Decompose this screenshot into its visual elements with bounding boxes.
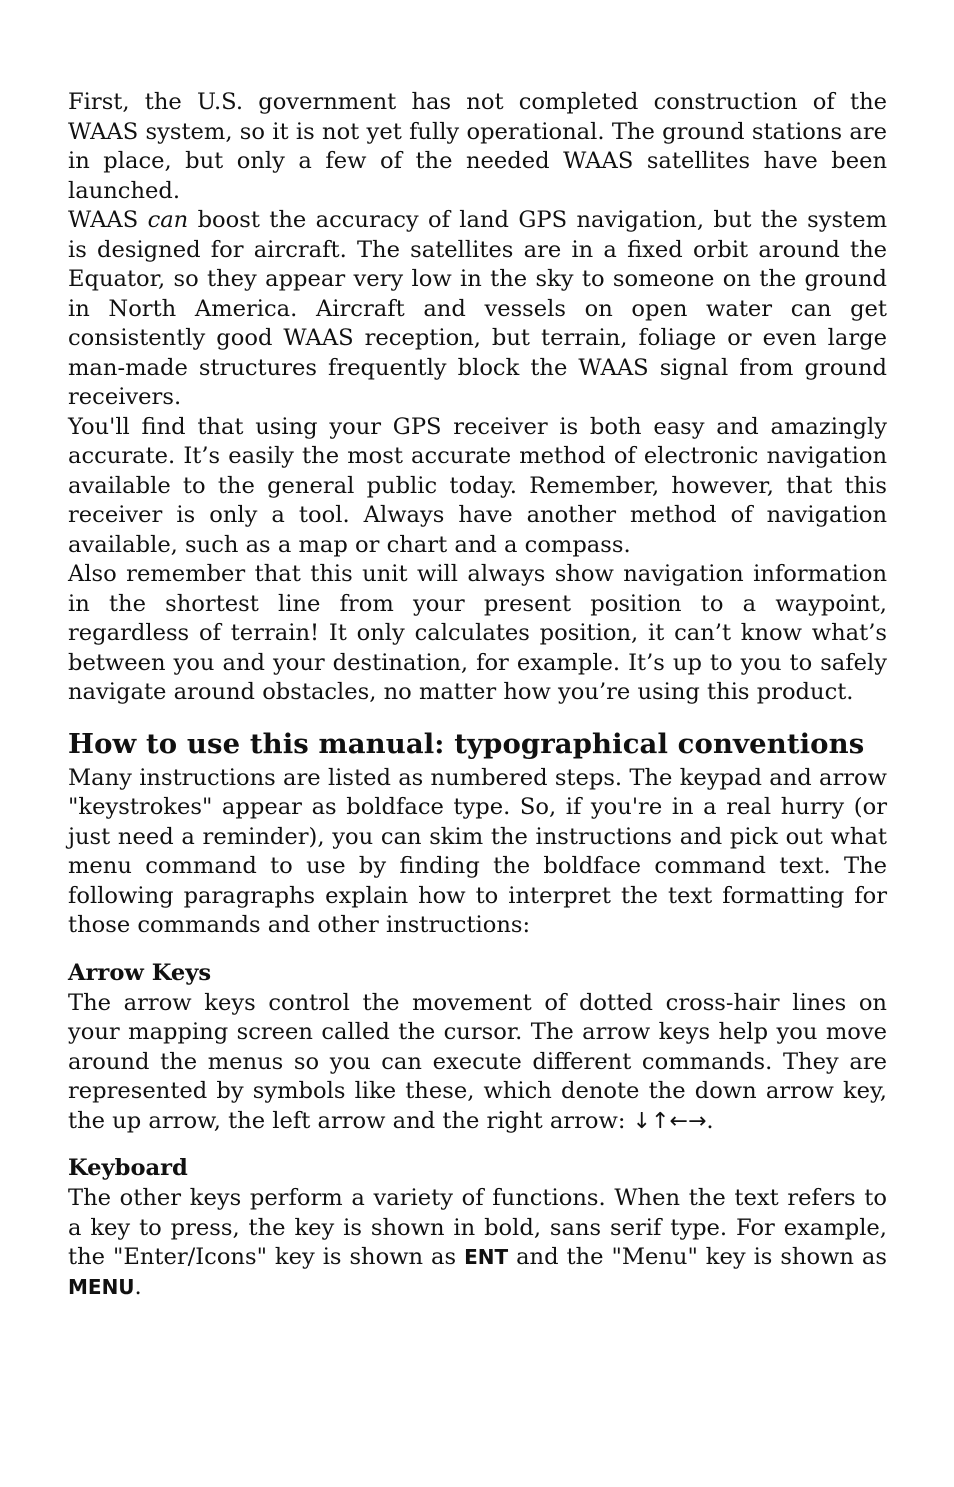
paragraph-waas-status: First, the U.S. government has not completed construction of the WAAS system, so it is not yet fully operational. The ground stations are in place, but only a few of the needed WAAS satellites have been launched. xyxy=(68,89,887,204)
paragraph-text: . xyxy=(706,1107,714,1134)
section-heading: How to use this manual: typographical conventions xyxy=(68,727,865,760)
paragraph-text: WAAS xyxy=(68,207,148,233)
paragraph-text: and the "Menu" key is shown as xyxy=(508,1244,887,1270)
manual-page xyxy=(68,88,887,1302)
paragraph-shortest-line: Also remember that this unit will always show navigation information in the shortest line from your present position to a waypoint, regardless of terrain! It only calculates position, it can’t know what’s between you and your destination, for example. It’s up to you to safely navigate around obstacles, no matter how you’re using this product. xyxy=(68,561,887,705)
paragraph-keyboard xyxy=(68,1184,887,1302)
paragraph-text: The arrow keys control the movement of dotted cross-hair lines on your mapping screen called the cursor. The arrow keys help you move around the menus so you can execute different commands. They are represented by symbols like these, which denote the down arrow key, the up arrow, the left arrow and the right arrow: xyxy=(68,989,887,1134)
paragraph-arrow-keys xyxy=(68,989,887,1137)
key-ent-label: ENT xyxy=(464,1245,509,1269)
subheading-keyboard: Keyboard xyxy=(68,1155,188,1181)
paragraph-gps-accuracy: You'll find that using your GPS receiver is both easy and amazingly accurate. It’s easily the most accurate method of electronic navigation available to the general public today. Remember, however, that this receiver is only a tool. Always have another method of navigation available, such as a map or chart and a compass. xyxy=(68,413,887,558)
paragraph-text: boost the accuracy of land GPS navigation, but the system is designed for aircraft. The satellites are in a fixed orbit around the Equator, so they appear very low in the sky to someone on the ground in North America. Aircraft and vessels on open water can get consistently good WAAS reception, but terrain, foliage or even large man-made structures frequently block the WAAS signal from ground receivers. xyxy=(68,207,887,410)
paragraph-text: The other keys perform a variety of functions. When the text refers to a key to press, the key is shown in bold, sans serif type. For example, the "Enter/Icons" key is shown as xyxy=(68,1185,887,1270)
emphasis-can: can xyxy=(147,207,189,233)
paragraph-waas-aircraft xyxy=(68,206,887,413)
key-menu-label: MENU xyxy=(68,1274,135,1299)
arrow-symbols: ↓↑←→ xyxy=(632,1108,707,1134)
paragraph-text: . xyxy=(134,1273,142,1300)
subheading-arrow-keys: Arrow Keys xyxy=(68,959,212,986)
paragraph-conventions-intro: Many instructions are listed as numbered steps. The keypad and arrow "keystrokes" appear as boldface type. So, if you're in a real hurry (or just need a reminder), you can skim the instructions and pick out what menu command to use by finding the boldface command text. The following paragraphs explain how to interpret the text formatting for those commands and other instructions: xyxy=(68,764,887,938)
